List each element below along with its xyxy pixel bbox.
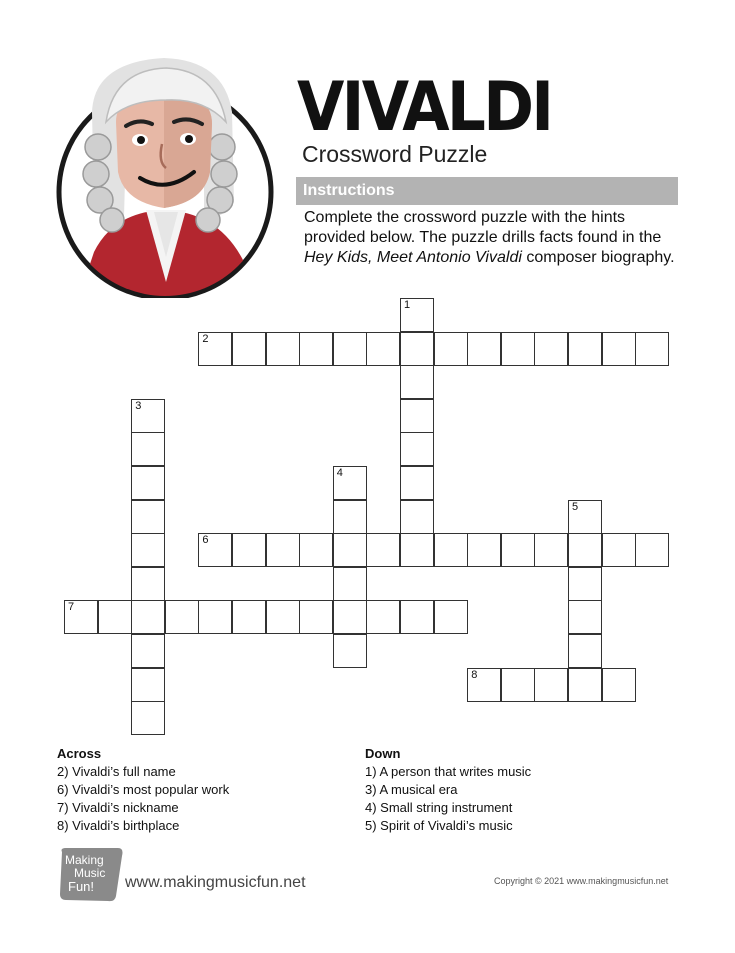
crossword-cell[interactable]: [400, 466, 434, 500]
crossword-cell[interactable]: [333, 466, 367, 500]
crossword-cell[interactable]: [198, 600, 232, 634]
down-heading: Down: [365, 746, 401, 761]
crossword-cell[interactable]: [400, 533, 434, 567]
crossword-cell[interactable]: [366, 533, 400, 567]
crossword-cell[interactable]: [266, 600, 300, 634]
clue-number: 4: [336, 467, 343, 479]
clue-number: 3: [135, 399, 142, 412]
crossword-cell[interactable]: [131, 567, 165, 601]
crossword-cell[interactable]: [131, 432, 165, 466]
crossword-cell[interactable]: [299, 332, 333, 366]
crossword-cell[interactable]: [400, 298, 434, 332]
crossword-cell[interactable]: [568, 634, 602, 668]
clue-across: 7) Vivaldi’s nickname: [57, 800, 179, 815]
crossword-cell[interactable]: [501, 533, 535, 567]
crossword-cell[interactable]: [568, 332, 602, 366]
crossword-cell[interactable]: [266, 332, 300, 366]
crossword-cell[interactable]: [198, 533, 232, 567]
crossword-cell[interactable]: [568, 567, 602, 601]
crossword-cell[interactable]: [64, 600, 98, 634]
crossword-cell[interactable]: [434, 332, 468, 366]
crossword-cell[interactable]: [131, 466, 165, 500]
instructions-heading: Instructions: [296, 177, 678, 205]
crossword-cell[interactable]: [501, 668, 535, 702]
crossword-cell[interactable]: [602, 668, 636, 702]
crossword-cell[interactable]: [198, 332, 232, 366]
clue-down: 3) A musical era: [365, 782, 458, 797]
crossword-cell[interactable]: [400, 600, 434, 634]
crossword-cell[interactable]: [400, 332, 434, 366]
crossword-cell[interactable]: [131, 701, 165, 735]
crossword-cell[interactable]: [568, 533, 602, 567]
clue-number: 6: [202, 534, 209, 547]
crossword-cell[interactable]: [400, 432, 434, 466]
making-music-fun-logo: [58, 846, 124, 902]
logo-text-line1: Making: [65, 853, 104, 867]
crossword-cell[interactable]: [635, 533, 669, 567]
crossword-cell[interactable]: [131, 668, 165, 702]
crossword-cell[interactable]: [131, 634, 165, 668]
crossword-cell[interactable]: [266, 533, 300, 567]
crossword-cell[interactable]: [635, 332, 669, 366]
book-title: Hey Kids, Meet Antonio Vivaldi: [304, 249, 522, 266]
across-clues: [57, 745, 229, 835]
clue-down: 4) Small string instrument: [365, 800, 513, 815]
crossword-cell[interactable]: [165, 600, 199, 634]
website-link[interactable]: www.makingmusicfun.net: [125, 874, 306, 891]
crossword-cell[interactable]: [333, 600, 367, 634]
crossword-cell[interactable]: [232, 332, 266, 366]
clue-number: 5: [572, 500, 579, 513]
clue-across: 2) Vivaldi’s full name: [57, 764, 176, 779]
crossword-cell[interactable]: [602, 332, 636, 366]
copyright-notice: Copyright © 2021 www.makingmusicfun.net: [494, 876, 669, 886]
page-title: VIVALDI: [297, 68, 552, 147]
crossword-cell[interactable]: [366, 600, 400, 634]
crossword-cell[interactable]: [366, 332, 400, 366]
crossword-cell[interactable]: [333, 500, 367, 534]
crossword-cell[interactable]: [568, 500, 602, 534]
crossword-cell[interactable]: [467, 668, 501, 702]
crossword-cell[interactable]: [400, 365, 434, 399]
logo-text-line3: Fun!: [68, 879, 95, 894]
page-subtitle: Crossword Puzzle: [302, 141, 488, 167]
clue-number: 7: [68, 601, 75, 614]
crossword-cell[interactable]: [333, 634, 367, 668]
crossword-cell[interactable]: [131, 399, 165, 433]
clue-number: 8: [471, 668, 478, 681]
crossword-cell[interactable]: [333, 332, 367, 366]
crossword-cell[interactable]: [333, 533, 367, 567]
clue-across: 6) Vivaldi’s most popular work: [57, 782, 230, 797]
crossword-cell[interactable]: [333, 567, 367, 601]
instructions-text-part: composer biography.: [521, 249, 675, 266]
crossword-cell[interactable]: [232, 533, 266, 567]
crossword-cell[interactable]: [400, 399, 434, 433]
crossword-cell[interactable]: [534, 533, 568, 567]
instructions-text-part: Complete the crossword puzzle with the hints provided below. The puzzle drills facts found in the: [304, 209, 662, 246]
crossword-cell[interactable]: [131, 600, 165, 634]
crossword-cell[interactable]: [568, 600, 602, 634]
crossword-cell[interactable]: [534, 332, 568, 366]
crossword-cell[interactable]: [501, 332, 535, 366]
crossword-cell[interactable]: [299, 600, 333, 634]
crossword-cell[interactable]: [568, 668, 602, 702]
across-heading: Across: [57, 746, 102, 761]
logo-text-line2: Music: [74, 866, 106, 880]
clue-down: 1) A person that writes music: [365, 764, 532, 779]
clue-number: 2: [202, 332, 209, 345]
crossword-cell[interactable]: [400, 500, 434, 534]
crossword-cell[interactable]: [299, 533, 333, 567]
down-clues: [365, 745, 531, 835]
crossword-cell[interactable]: [467, 332, 501, 366]
crossword-cell[interactable]: [434, 533, 468, 567]
crossword-cell[interactable]: [98, 600, 132, 634]
crossword-cell[interactable]: [534, 668, 568, 702]
crossword-cell[interactable]: [131, 533, 165, 567]
crossword-cell[interactable]: [434, 600, 468, 634]
crossword-cell[interactable]: [602, 533, 636, 567]
crossword-cell[interactable]: [131, 500, 165, 534]
clue-across: 8) Vivaldi’s birthplace: [57, 818, 180, 833]
clue-down: 5) Spirit of Vivaldi’s music: [365, 818, 513, 833]
crossword-cell[interactable]: [232, 600, 266, 634]
crossword-cell[interactable]: [467, 533, 501, 567]
clue-number: 1: [404, 299, 411, 311]
